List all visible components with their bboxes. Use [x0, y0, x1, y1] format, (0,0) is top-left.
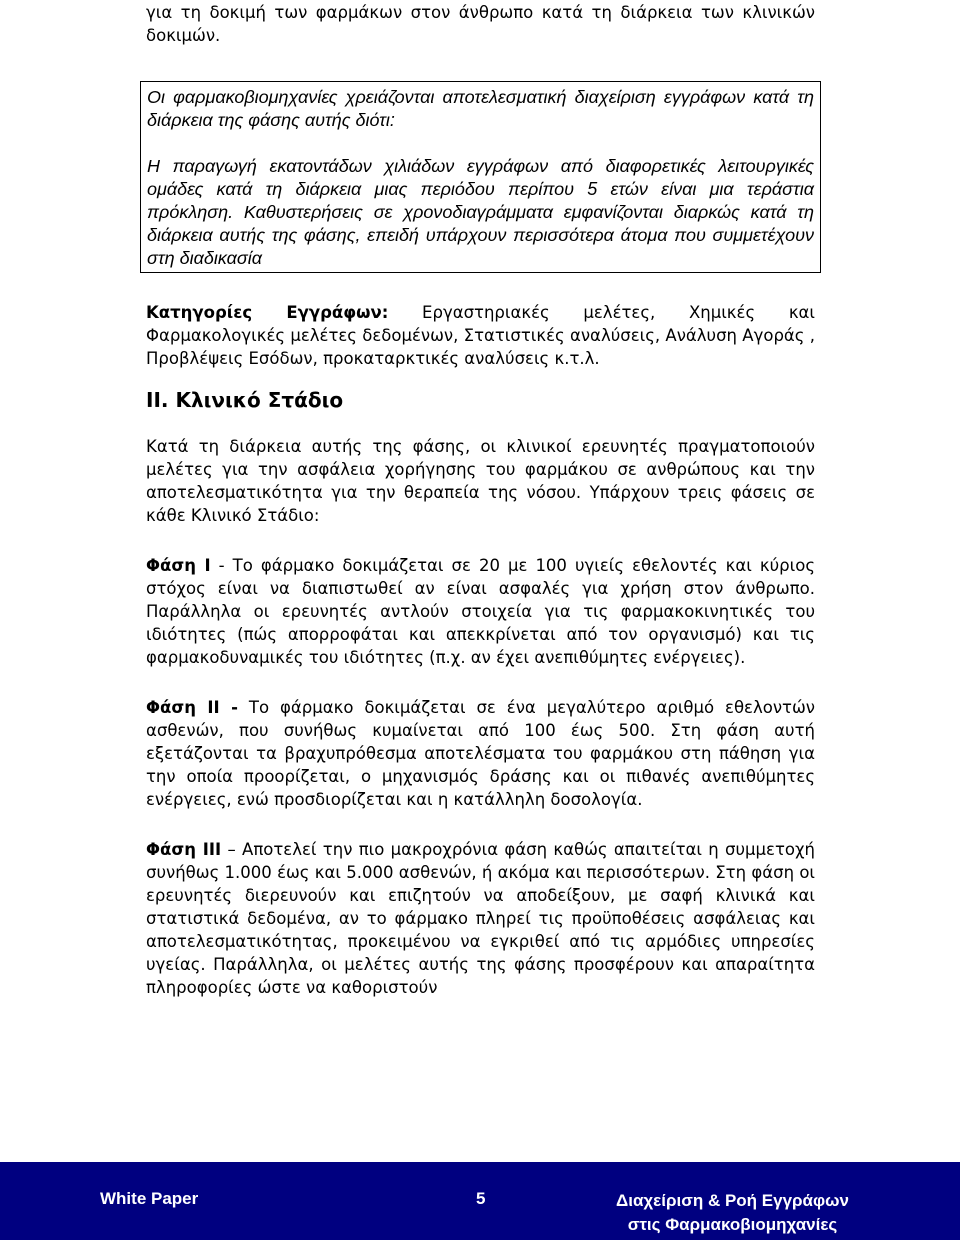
- footer-page-number: 5: [476, 1189, 486, 1208]
- box-body: Η παραγωγή εκατοντάδων χιλιάδων εγγράφων από διαφορετικές λειτουργικές ομάδες κατά τη διάρκεια μιας περιόδου περίπου 5 ετών είναι μια τεράστια πρόκληση. Καθυστερήσεις σε χρονοδιαγράμματα εμφανίζονται διαρκώς κατά τη διάρκεια αυτής της φάσης, επειδή υπάρχουν περισσότερα άτομα που συμμετέχουν στη διαδικασία: [147, 156, 814, 268]
- section-intro: Κατά τη διάρκεια αυτής της φάσης, οι κλινικοί ερευνητές πραγματοποιούν μελέτες για την ασφάλεια χορήγησης του φαρμάκου σε ανθρώπους και την αποτελεσματικότητα για την θεραπεία της νόσου. Υπάρχουν τρεις φάσεις σε κάθε Κλινικό Στάδιο:: [146, 437, 815, 525]
- highlight-box: [140, 81, 821, 273]
- phase-3-text: – Αποτελεί την πιο μακροχρόνια φάση καθώς απαιτείται η συμμετοχή συνήθως 1.000 έως και 5.000 ασθενών, ή ακόμα και περισσότερων. Στη φάση οι ερευνητές διερευνούν και επιζητούν να αποδείξουν, με σαφή κλινικά και στατιστικά δεδομένα, αν το φάρμακο πληρεί τις προϋποθέσεις ασφάλειας και αποτελεσματικότητας, προκειμένου να εγκριθεί από τις αρμόδιες υπηρεσίες υγείας. Παράλληλα, οι μελέτες αυτής της φάσης προσφέρουν και απαραίτητα πληροφορίες ώστε να καθοριστούν: [146, 840, 815, 997]
- phase-3-paragraph: [146, 838, 815, 999]
- categories-label: Κατηγορίες Εγγράφων:: [146, 303, 389, 322]
- phase-2-paragraph: [146, 696, 815, 811]
- phase-1-paragraph: [146, 554, 815, 669]
- phase-2-text: Το φάρμακο δοκιμάζεται σε ένα μεγαλύτερο αριθμό εθελοντών ασθενών, που συνήθως κυμαίνεται από 100 έως 500. Στη φάση αυτή εξετάζονται τα βραχυπρόθεσμα αποτελέσματα του φαρμάκου στη πάθηση για την οποία προορίζεται, ο μηχανισμός δράσης και οι πιθανές ανεπιθύμητες ενέργειες, ενώ προσδιορίζεται και η κατάλληλη δοσολογία.: [146, 698, 816, 809]
- section-heading: ΙΙ. Κλινικό Στάδιο: [146, 388, 344, 412]
- box-lead: Οι φαρμακοβιομηχανίες χρειάζονται αποτελεσματική διαχείριση εγγράφων κατά τη διάρκεια της φάσης αυτής διότι:: [147, 87, 814, 130]
- phase-1-label: Φάση Ι: [146, 556, 211, 575]
- footer-title: White Paper: [100, 1189, 199, 1208]
- page-content: [146, 0, 815, 999]
- categories-paragraph: [146, 301, 815, 370]
- footer-doc-title-line1: Διαχείριση & Ροή Εγγράφων: [616, 1191, 849, 1210]
- footer-doc-title-line2: στις Φαρμακοβιομηχανίες: [627, 1215, 838, 1234]
- categories-text: Εργαστηριακές μελέτες, Χημικές και Φαρμακολογικές μελέτες δεδομένων, Στατιστικές αναλύσεις, Ανάλυση Αγοράς , Προβλέψεις Εσόδων, προκαταρκτικές αναλύσεις κ.τ.λ.: [146, 303, 815, 368]
- phase-2-label: Φάση ΙΙ -: [146, 698, 238, 717]
- footer-doc-title: [616, 1189, 849, 1237]
- phase-3-label: Φάση ΙΙΙ: [146, 840, 222, 859]
- page-footer: [0, 1162, 960, 1240]
- phase-1-text: - Το φάρμακο δοκιμάζεται σε 20 με 100 υγιείς εθελοντές και κύριος στόχος είναι να διαπιστωθεί αν είναι ασφαλές για χρήση στον άνθρωπο. Παράλληλα οι ερευνητές αντλούν στοιχεία για τις φαρμακοκινητικές του ιδιότητες (πώς απορροφάται και απεκκρίνεται από τον οργανισμό) και τις φαρμακοδυναμικές του ιδιότητες (π.χ. αν έχει ανεπιθύμητες ενέργειες).: [146, 556, 815, 667]
- intro-paragraph: για τη δοκιμή των φαρμάκων στον άνθρωπο κατά τη διάρκεια των κλινικών δοκιμών.: [146, 3, 815, 45]
